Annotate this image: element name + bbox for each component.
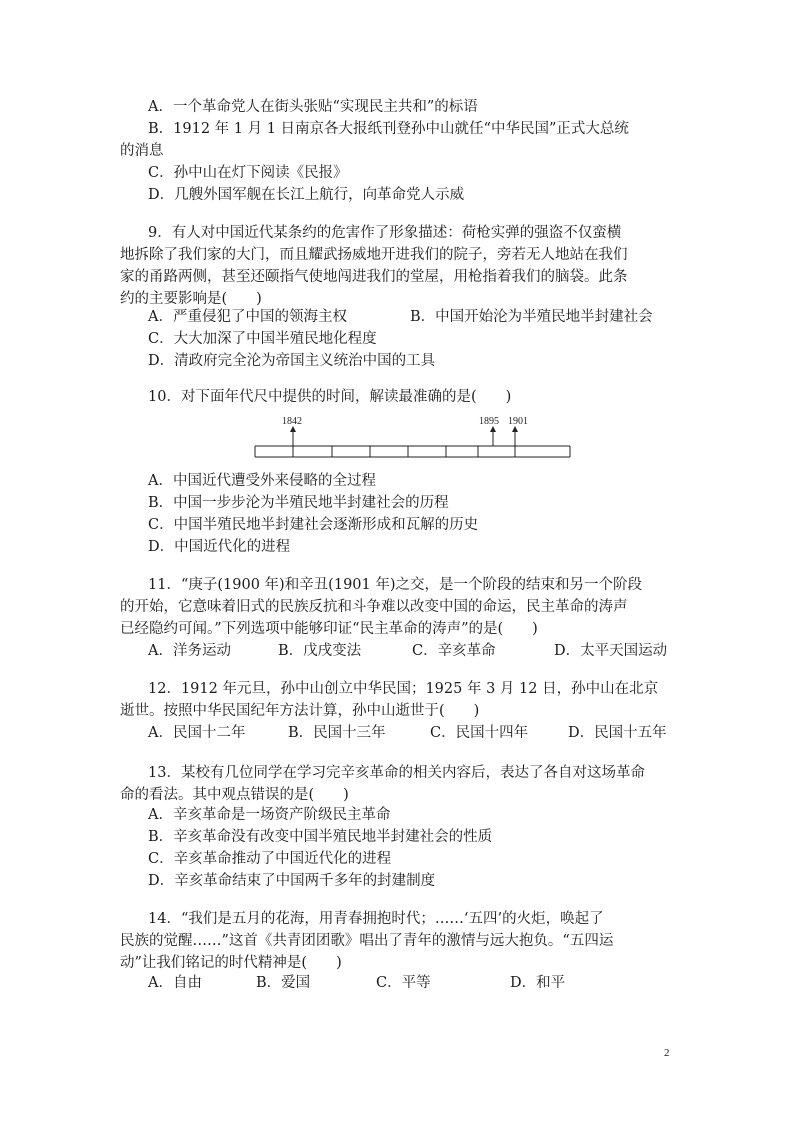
q12-option-a: A．民国十二年: [148, 725, 246, 741]
q8-option-a: A．一个革命党人在街头张贴“实现民主共和”的标语: [148, 99, 478, 115]
q13-stem-line1: 13．某校有几位同学在学习完辛亥革命的相关内容后，表达了各自对这场革命: [148, 765, 645, 781]
q8-option-d: D．几艘外国军舰在长江上航行，向革命党人示威: [148, 187, 465, 203]
q10-option-c: C．中国半殖民地半封建社会逐渐形成和瓦解的历史: [148, 517, 479, 533]
timeline-label-1842: 1842: [282, 416, 302, 427]
q9-option-a: A．严重侵犯了中国的领海主权: [148, 309, 347, 325]
timeline-ruler: [250, 412, 580, 464]
q14-stem-line3: 动”让我们铭记的时代精神是( ): [120, 955, 342, 971]
q8-option-b-cont: 的消息: [120, 143, 164, 159]
q10-option-d: D．中国近代化的进程: [148, 539, 291, 555]
q12-stem-line2: 逝世。按照中华民国纪年方法计算，孙中山逝世于( ): [120, 703, 480, 719]
q9-option-b: B．中国开始沦为半殖民地半封建社会: [410, 309, 653, 325]
q8-option-c: C．孙中山在灯下阅读《民报》: [148, 165, 348, 181]
q12-stem-line1: 12．1912 年元旦，孙中山创立中华民国；1925 年 3 月 12 日，孙中山在北京: [148, 681, 659, 697]
q10-option-a: A．中国近代遭受外来侵略的全过程: [148, 473, 376, 489]
q14-stem-line1: 14．“我们是五月的花海，用青春拥抱时代；……‘五四’的火炬，唤起了: [148, 911, 604, 927]
q9-option-d: D．清政府完全沦为帝国主义统治中国的工具: [148, 353, 436, 369]
q13-option-c: C．辛亥革命推动了中国近代化的进程: [148, 851, 392, 867]
q14-option-a: A．自由: [148, 975, 202, 991]
q14-option-d: D．和平: [510, 975, 566, 991]
page-number: 2: [664, 1047, 670, 1059]
q11-option-c: C．辛亥革命: [412, 643, 496, 659]
q11-option-a: A．洋务运动: [148, 643, 231, 659]
q12-option-b: B．民国十三年: [288, 725, 386, 741]
q11-option-d: D．太平天国运动: [554, 643, 668, 659]
q13-option-d: D．辛亥革命结束了中国两千多年的封建制度: [148, 873, 436, 889]
q10-stem: 10．对下面年代尺中提供的时间，解读最准确的是( ): [148, 389, 512, 405]
q9-option-c: C．大大加深了中国半殖民地化程度: [148, 331, 377, 347]
q9-stem-line4: 约的主要影响是( ): [120, 291, 262, 307]
q9-stem-line2: 地拆除了我们家的大门，而且耀武扬威地开进我们的院子，旁若无人地站在我们: [120, 247, 628, 263]
q11-stem-line3: 已经隐约可闻。”下列选项中能够印证“民主革命的涛声”的是( ): [120, 621, 538, 637]
q11-option-b: B．戊戌变法: [278, 643, 362, 659]
q12-option-c: C．民国十四年: [430, 725, 529, 741]
timeline-label-1895: 1895: [479, 416, 499, 427]
q11-stem-line1: 11．“庚子(1900 年)和辛丑(1901 年)之交，是一个阶段的结束和另一个阶段: [148, 577, 643, 593]
q13-stem-line2: 命的看法。其中观点错误的是( ): [120, 787, 349, 803]
q12-option-d: D．民国十五年: [568, 725, 667, 741]
q14-option-b: B．爱国: [256, 975, 311, 991]
timeline-label-1901: 1901: [508, 416, 528, 427]
q8-option-b: B．1912 年 1 月 1 日南京各大报纸刊登孙中山就任“中华民国”正式大总统: [148, 121, 629, 137]
q13-option-b: B．辛亥革命没有改变中国半殖民地半封建社会的性质: [148, 829, 493, 845]
q11-stem-line2: 的开始，它意味着旧式的民族反抗和斗争难以改变中国的命运，民主革命的涛声: [120, 599, 628, 615]
q10-option-b: B．中国一步步沦为半殖民地半封建社会的历程: [148, 495, 449, 511]
q14-stem-line2: 民族的觉醒……”这首《共青团团歌》唱出了青年的激情与远大抱负。“五四运: [120, 933, 614, 949]
q9-stem-line1: 9．有人对中国近代某条约的危害作了形象描述：荷枪实弹的强盗不仅蛮横: [148, 225, 622, 241]
q13-option-a: A．辛亥革命是一场资产阶级民主革命: [148, 807, 391, 823]
q9-stem-line3: 家的甬路两侧，甚至还颐指气使地闯进我们的堂屋，用枪指着我们的脑袋。此条: [120, 269, 628, 285]
q14-option-c: C．平等: [376, 975, 431, 991]
